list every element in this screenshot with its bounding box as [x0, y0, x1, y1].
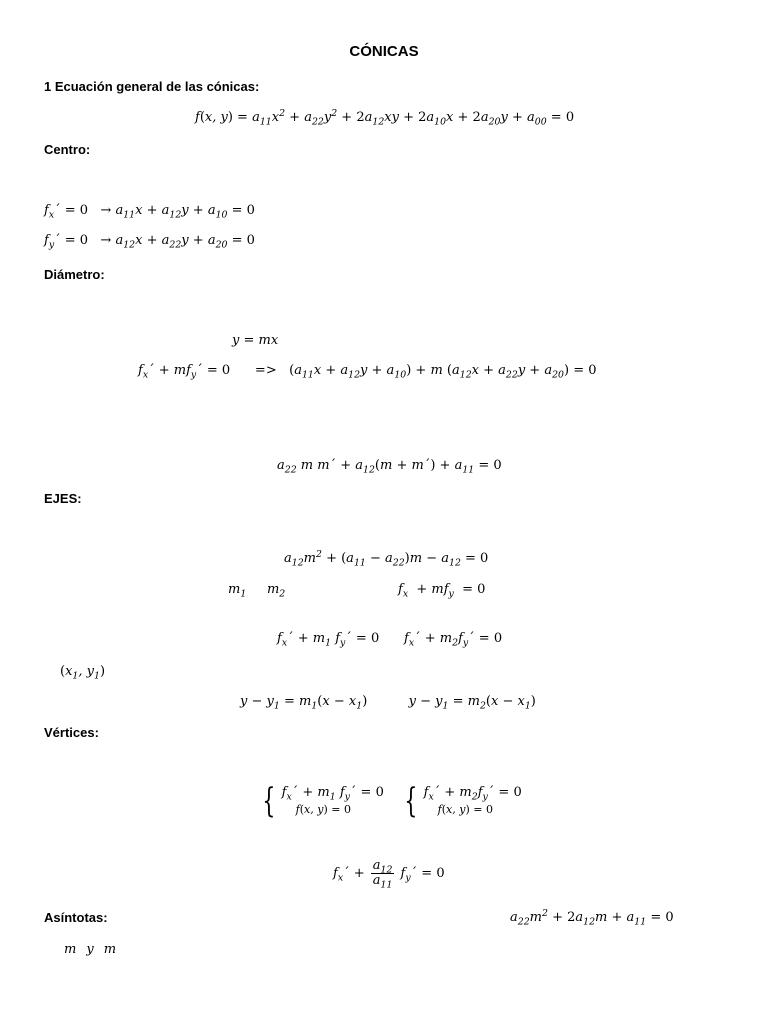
conjunction-y: y: [86, 942, 94, 957]
section-heading-ejes: EJES:: [44, 491, 82, 506]
system-vertices-m1: { $f_x´ + m_1$ $f_y´ = 0$ f(x, y) = 0: [262, 781, 384, 821]
equation-general-conic: f(x, $y) = a_{11}x^2 + a_{22}y^2 + 2a_{12}xy + 2a_{10}x + 2a_{20}y + a_{00} = 0$: [195, 107, 575, 128]
equation-line-y-mx: y = mx: [232, 333, 279, 348]
point-x1-y1: ($x_1$, $y_1$): [60, 664, 106, 682]
equation-centro-fx: $f_x´ = 0 \to a_{11}x + a_{12}y + a_{10} = 0$: [44, 203, 255, 221]
equation-conjugate-diameters: $a_{22}$ m m´ + $a_{12}(m$ + m´) + $a_{11} = 0$: [277, 458, 502, 476]
equation-fraction-a12-a11: $f_x´$ + $\frac{a_{12}}{a_{11}}$ $f_y´ = 0$: [333, 858, 445, 891]
page-title: CÓNICAS: [349, 43, 419, 60]
arrow-icon: →: [100, 203, 112, 218]
arrow-icon: →: [100, 233, 112, 248]
section-heading-centro: Centro:: [44, 142, 91, 157]
equation-axes-pair: $f_x´ + m_1$ $f_y´ = 0$ $f_x´$ + $m_2f_y´ = 0$: [277, 631, 503, 649]
equation-axis-lines: $y - y_1 = m_1(x - x_1)$ $y - y_1 = m_2(x - x_1)$: [240, 694, 536, 712]
equation-asintotas: $a_{22}m^2 + 2a_{12}m + a_{11} = 0$: [510, 907, 674, 928]
equation-diametro: $f_x´$ + $mf_y´ = 0$ => $(a_{11}x + a_{12}y + a_{10}) + m$ $(a_{12}x + a_{22}y + a_{20}) = 0$: [138, 363, 597, 381]
section-heading-vertices: Vértices:: [44, 725, 99, 740]
symbols-m1-m2: $m_1$ $m_2$: [228, 582, 286, 600]
text-m-y-m: m y m: [64, 942, 117, 957]
implies-symbol: =>: [254, 363, 277, 378]
equation-ejes-quadratic: $a_{12}m^2 + (a_{11} - a_{22})m - a_{12} = 0$: [284, 548, 489, 569]
section-heading-diametro: Diámetro:: [44, 267, 105, 282]
equation-centro-fy: $f_y´ = 0 \to a_{12}x + a_{22}y + a_{20} = 0$: [44, 233, 255, 251]
system-vertices-m2: { $f_x´$ + $m_2f_y´ = 0$ f(x, y) = 0: [404, 781, 522, 821]
section-heading-asintotas: Asíntotas:: [44, 910, 108, 925]
section-heading-general-equation: 1 Ecuación general de las cónicas:: [44, 79, 260, 94]
equation-fx-mfy: $f_x + mf_y = 0$: [398, 582, 486, 600]
